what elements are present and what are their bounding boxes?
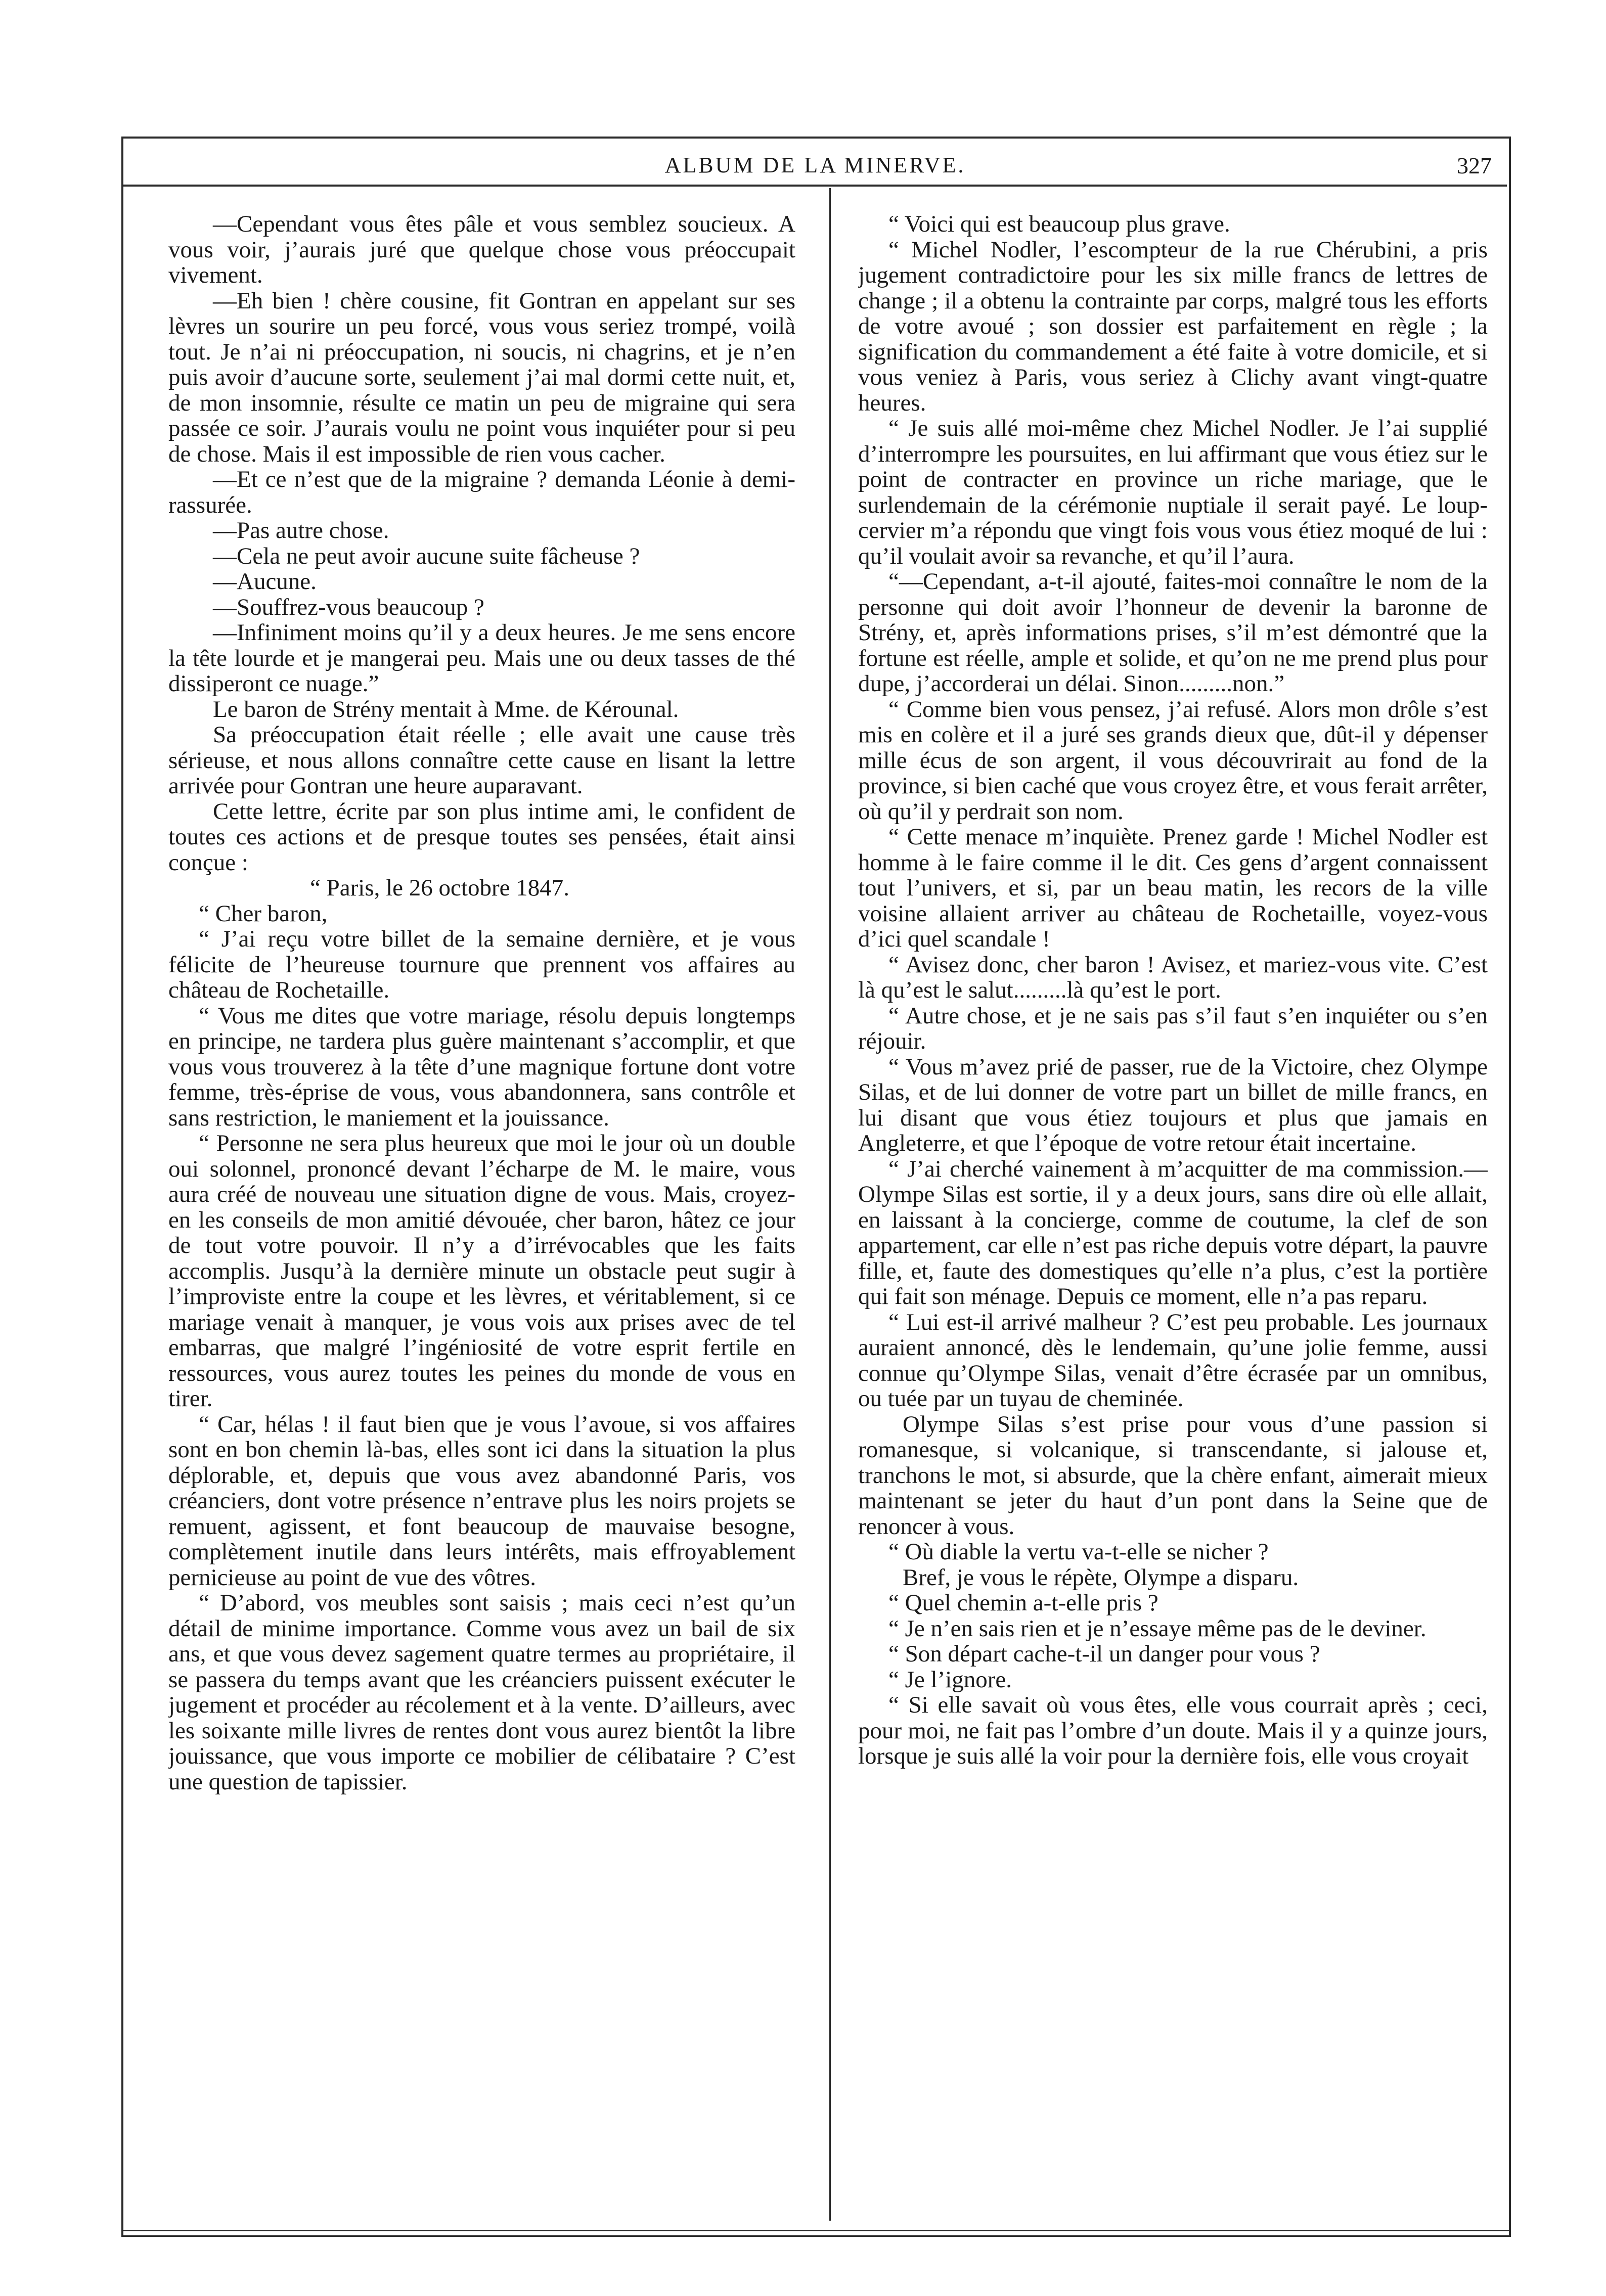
- paragraph: —Cependant vous êtes pâle et vous semblez soucieux. A vous voir, j’aurais juré que quelque chose vous préoccupait vivement.: [168, 211, 795, 288]
- paragraph: “ J’ai reçu votre billet de la semaine dernière, et je vous félicite de l’heureuse tournure que prennent vos affaires au château de Rochetaille.: [168, 926, 795, 1003]
- paragraph: —Cela ne peut avoir aucune suite fâcheuse ?: [213, 543, 640, 569]
- paragraph: “ Cette menace m’inquiète. Prenez garde ! Michel Nodler est homme à le faire comme il le dit. Ces gens d’argent connaissent tout l’univers, et si, par un beau matin, les recors de la ville voisine allaient arriver au château de Rochetaille, voyez-vous d’ici quel scandale !: [858, 824, 1488, 952]
- paragraph: “ Michel Nodler, l’escompteur de la rue Chérubini, a pris jugement contradictoire pour les six mille francs de lettres de change ; il a obtenu la contrainte par corps, malgré tous les efforts de votre avoué ; son dossier est parfaitement en règle ; la signification du commandement a été faite à votre domicile, et si vous veniez à Paris, vous seriez à Clichy avant vingt-quatre heures.: [858, 236, 1488, 416]
- paragraph: “ Je n’en sais rien et je n’essaye même pas de le deviner.: [888, 1615, 1426, 1642]
- paragraph: “ Car, hélas ! il faut bien que je vous l’avoue, si vos affaires sont en bon chemin là-bas, elles sont ici dans la situation la plus déplorable, et, depuis que vous avez abandonné Paris, vos créanciers, dont votre présence n’entrave plus les noirs projets se remuent, agissent, et font beaucoup de mauvaise besogne, complètement inutile dans leurs intérêts, mais effroyablement pernicieuse au point de vue des vôtres.: [168, 1411, 795, 1591]
- paragraph: “ Quel chemin a-t-elle pris ?: [888, 1590, 1158, 1616]
- paragraph: Le baron de Strény mentait à Mme. de Kérounal.: [213, 696, 679, 723]
- paragraph: “ Vous m’avez prié de passer, rue de la Victoire, chez Olympe Silas, et de lui donner de votre part un billet de mille francs, en lui disant que vous étiez toujours et plus que jamais en Angleterre, et que l’époque de votre retour était incertaine.: [858, 1053, 1488, 1156]
- paragraph: —Infiniment moins qu’il y a deux heures. Je me sens encore la tête lourde et je mangerai peu. Mais une ou deux tasses de thé dissiperont ce nuage.”: [168, 619, 795, 697]
- letter-dateline: “ Paris, le 26 octobre 1847.: [310, 875, 569, 901]
- column-divider: [829, 188, 831, 2221]
- paragraph: “ Où diable la vertu va-t-elle se nicher ?: [888, 1539, 1269, 1565]
- paragraph: “ Je l’ignore.: [888, 1666, 1012, 1693]
- paragraph: Cette lettre, écrite par son plus intime ami, le confident de toutes ces actions et de presque toutes ses pensées, était ainsi conçue :: [168, 798, 795, 876]
- running-title: ALBUM DE LA MINERVE.: [664, 153, 966, 177]
- paragraph: “—Cependant, a-t-il ajouté, faites-moi connaître le nom de la personne qui doit avoir l’honneur de devenir la baronne de Strény, et, après informations prises, s’il m’est démontré que la fortune est réelle, ample et solide, et qu’on ne me prend plus pour dupe, j’accorderai un délai. Sinon.........non.”: [858, 568, 1488, 697]
- paragraph: —Et ce n’est que de la migraine ? demanda Léonie à demi-rassurée.: [168, 466, 795, 518]
- paragraph: “ Vous me dites que votre mariage, résolu depuis longtemps en principe, ne tardera plus guère maintenant s’accomplir, et que vous vous trouverez à la tête d’une magnique fortune dont votre femme, très-éprise de vous, vous abandonnera, sans contrôle et sans restriction, le maniement et la jouissance.: [168, 1002, 795, 1131]
- letter-salutation: “ Cher baron,: [199, 900, 328, 927]
- paragraph: —Pas autre chose.: [213, 517, 389, 544]
- paragraph: “ Personne ne sera plus heureux que moi le jour où un double oui solonnel, prononcé devant l’écharpe de M. le maire, vous aura créé de nouveau une situation digne de vous. Mais, croyez-en les conseils de mon amitié dévouée, cher baron, hâtez ce jour de tout votre pouvoir. Il n’y a d’irrévocables que les faits accomplis. Jusqu’à la dernière minute un obstacle peut sugir à l’improviste entre la coupe et les lèvres, et véritablement, si ce mariage venait à manquer, je vous vois aux prises avec de tel embarras, que malgré l’ingéniosité de votre esprit fertile en ressources, vous aurez toutes les peines du monde de vous en tirer.: [168, 1130, 795, 1412]
- left-column: [168, 211, 795, 2229]
- paragraph: “ Voici qui est beaucoup plus grave.: [888, 211, 1230, 237]
- paragraph: —Souffrez-vous beaucoup ?: [213, 594, 484, 620]
- paragraph: “ J’ai cherché vainement à m’acquitter de ma commission.—Olympe Silas est sortie, il y a deux jours, sans dire où elle allait, en laissant à la concierge, comme de coutume, la clef de son appartement, car elle n’est pas riche depuis votre départ, la pauvre fille, et, faute des domestiques qu’elle n’a plus, c’est la portière qui fait son ménage. Depuis ce moment, elle n’a pas reparu.: [858, 1155, 1488, 1310]
- paragraph: Sa préoccupation était réelle ; elle avait une cause très sérieuse, et nous allons connaître cette cause en lisant la lettre arrivée pour Gontran une heure auparavant.: [168, 722, 795, 799]
- paragraph: Olympe Silas s’est prise pour vous d’une passion si romanesque, si volcanique, si transcendante, si jalouse et, tranchons le mot, si absurde, que la chère enfant, aimerait mieux maintenant se jeter du haut d’un pont dans la Seine que de renoncer à vous.: [858, 1411, 1488, 1540]
- paragraph: “ Autre chose, et je ne sais pas s’il faut s’en inquiéter ou s’en réjouir.: [858, 1002, 1488, 1054]
- paragraph: “ Avisez donc, cher baron ! Avisez, et mariez-vous vite. C’est là qu’est le salut.........là qu’est le port.: [858, 951, 1488, 1003]
- paragraph: “ D’abord, vos meubles sont saisis ; mais ceci n’est qu’un détail de minime importance. Comme vous avez un bail de six ans, et que vous devez sagement quatre termes au propriétaire, il se passera du temps avant que les créanciers puissent exécuter le jugement et procéder au récolement et à la vente. D’ailleurs, avec les soixante mille livres de rentes dont vous aurez bientôt la libre jouissance, que vous importe ce mobilier de célibataire ? C’est une question de tapissier.: [168, 1590, 795, 1795]
- page-number: 327: [1457, 153, 1492, 178]
- right-column: [858, 211, 1488, 2229]
- paragraph: —Aucune.: [213, 568, 317, 595]
- page-header: [123, 144, 1507, 187]
- paragraph: “ Lui est-il arrivé malheur ? C’est peu probable. Les journaux auraient annoncé, dès le lendemain, qu’une jolie femme, aussi connue qu’Olympe Silas, venait d’être écrasée par un omnibus, ou tuée par un tuyau de cheminée.: [858, 1309, 1488, 1412]
- paragraph: —Eh bien ! chère cousine, fit Gontran en appelant sur ses lèvres un sourire un peu forcé, vous vous seriez trompé, voilà tout. Je n’ai ni préoccupation, ni soucis, ni chagrins, et je n’en puis avoir d’aucune sorte, seulement j’ai mal dormi cette nuit, et, de mon insomnie, résulte ce matin un peu de migraine qui sera passée ce soir. J’aurais voulu ne point vous inquiéter pour si peu de chose. Mais il est impossible de rien vous cacher.: [168, 287, 795, 467]
- paragraph: “ Son départ cache-t-il un danger pour vous ?: [888, 1641, 1320, 1667]
- paragraph: “ Je suis allé moi-même chez Michel Nodler. Je l’ai supplié d’interrompre les poursuites, en lui affirmant que vous étiez sur le point de contracter en province un riche mariage, que le surlendemain de la cérémonie nuptiale il serait payé. Le loup-cervier m’a répondu que vingt fois vous vous étiez moqué de lui : qu’il voulait avoir sa revanche, et qu’il l’aura.: [858, 415, 1488, 569]
- bottom-rule: [121, 2230, 1511, 2237]
- paragraph: Bref, je vous le répète, Olympe a disparu.: [903, 1564, 1299, 1591]
- paragraph: “ Si elle savait où vous êtes, elle vous courrait après ; ceci, pour moi, ne fait pas l’ombre d’un doute. Mais il y a quinze jours, lorsque je suis allé la voir pour la dernière fois, elle vous croyait: [858, 1692, 1488, 1769]
- paragraph: “ Comme bien vous pensez, j’ai refusé. Alors mon drôle s’est mis en colère et il a juré ses grands dieux que, dût-il y dépenser mille écus de son argent, il vous découvrirait au fond de la province, si bien caché que vous croyez être, et vous ferait arrêter, où qu’il y perdrait son nom.: [858, 696, 1488, 825]
